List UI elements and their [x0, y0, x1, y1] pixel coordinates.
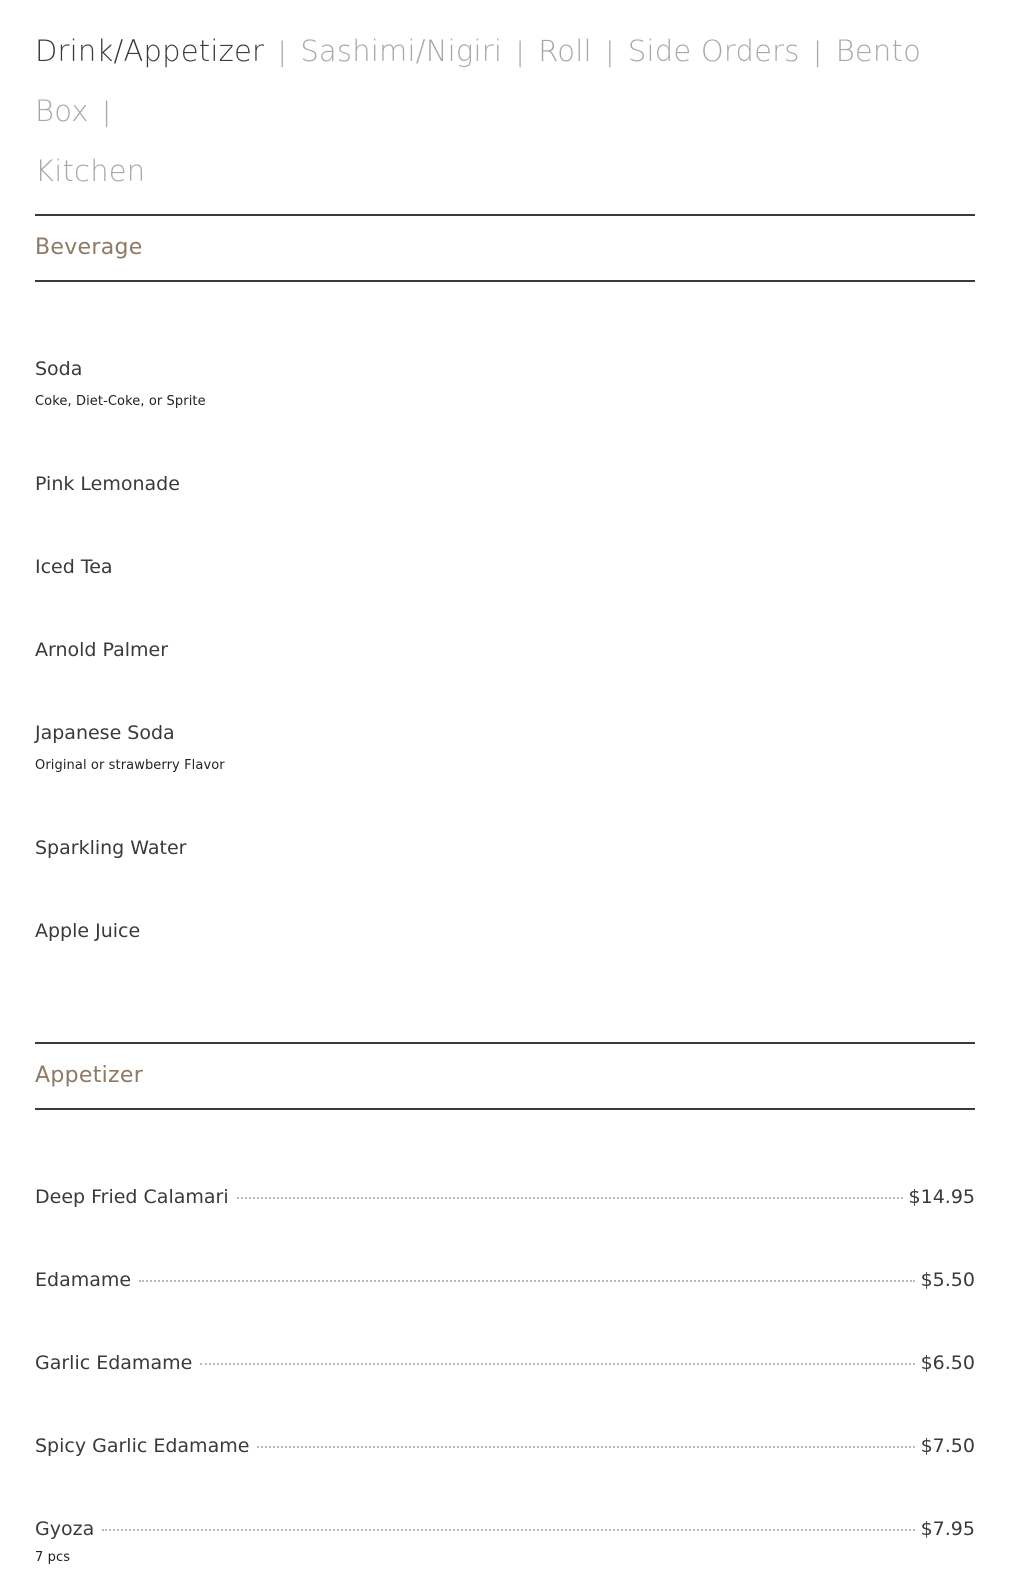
item-name: Arnold Palmer — [35, 639, 169, 661]
nav-separator: | — [277, 37, 287, 68]
nav-separator: | — [515, 37, 525, 68]
nav-separator: | — [605, 37, 615, 68]
section-divider — [35, 1108, 975, 1110]
menu-item — [35, 722, 975, 773]
item-price: $6.50 — [920, 1352, 975, 1374]
item-name: Soda — [35, 358, 83, 380]
item-description: Original or strawberry Flavor — [35, 758, 225, 773]
item-name: Deep Fried Calamari — [35, 1186, 229, 1208]
item-name: Pink Lemonade — [35, 473, 180, 495]
item-price: $7.50 — [920, 1435, 975, 1457]
appetizer-section-header — [35, 1042, 975, 1110]
item-name: Spicy Garlic Edamame — [35, 1435, 250, 1457]
item-price: $5.50 — [920, 1269, 975, 1291]
category-nav — [35, 22, 975, 201]
dotted-leader — [102, 1529, 914, 1531]
appetizer-section-title: Appetizer — [35, 1063, 144, 1088]
item-name: Sparkling Water — [35, 837, 187, 859]
item-description: 7 pcs — [35, 1550, 71, 1565]
menu-item — [35, 639, 975, 661]
item-description: Coke, Diet-Coke, or Sprite — [35, 394, 206, 409]
menu-item — [35, 358, 975, 409]
dotted-leader — [257, 1446, 914, 1448]
menu-item — [35, 1518, 975, 1565]
nav-link-roll[interactable]: Roll — [538, 34, 592, 68]
menu-item — [35, 1269, 975, 1291]
beverage-section-title: Beverage — [35, 235, 143, 260]
dotted-leader — [139, 1280, 915, 1282]
nav-link-kitchen[interactable]: Kitchen — [35, 154, 146, 188]
menu-item — [35, 473, 975, 495]
nav-link-side-orders[interactable]: Side Orders — [627, 34, 800, 68]
dotted-leader — [200, 1363, 914, 1365]
menu-item — [35, 1186, 975, 1208]
item-price: $14.95 — [908, 1186, 975, 1208]
nav-link-sashimi-nigiri[interactable]: Sashimi/Nigiri — [300, 34, 503, 68]
item-name: Gyoza — [35, 1518, 95, 1540]
item-name: Apple Juice — [35, 920, 141, 942]
nav-separator: | — [812, 37, 823, 68]
menu-item — [35, 1435, 975, 1457]
nav-link-bento-box[interactable]: Bento Box — [35, 34, 922, 128]
menu-item — [35, 556, 975, 578]
section-divider — [35, 280, 975, 282]
nav-separator: | — [102, 97, 112, 128]
item-name: Edamame — [35, 1269, 132, 1291]
dotted-leader — [237, 1197, 903, 1199]
menu-item — [35, 837, 975, 859]
item-name: Garlic Edamame — [35, 1352, 193, 1374]
item-name: Iced Tea — [35, 556, 113, 578]
beverage-section-header — [35, 214, 975, 282]
menu-item — [35, 1352, 975, 1374]
item-name: Japanese Soda — [35, 722, 175, 744]
item-price: $7.95 — [920, 1518, 975, 1540]
nav-link-drink-appetizer[interactable]: Drink/Appetizer — [35, 34, 265, 68]
menu-item — [35, 920, 975, 942]
